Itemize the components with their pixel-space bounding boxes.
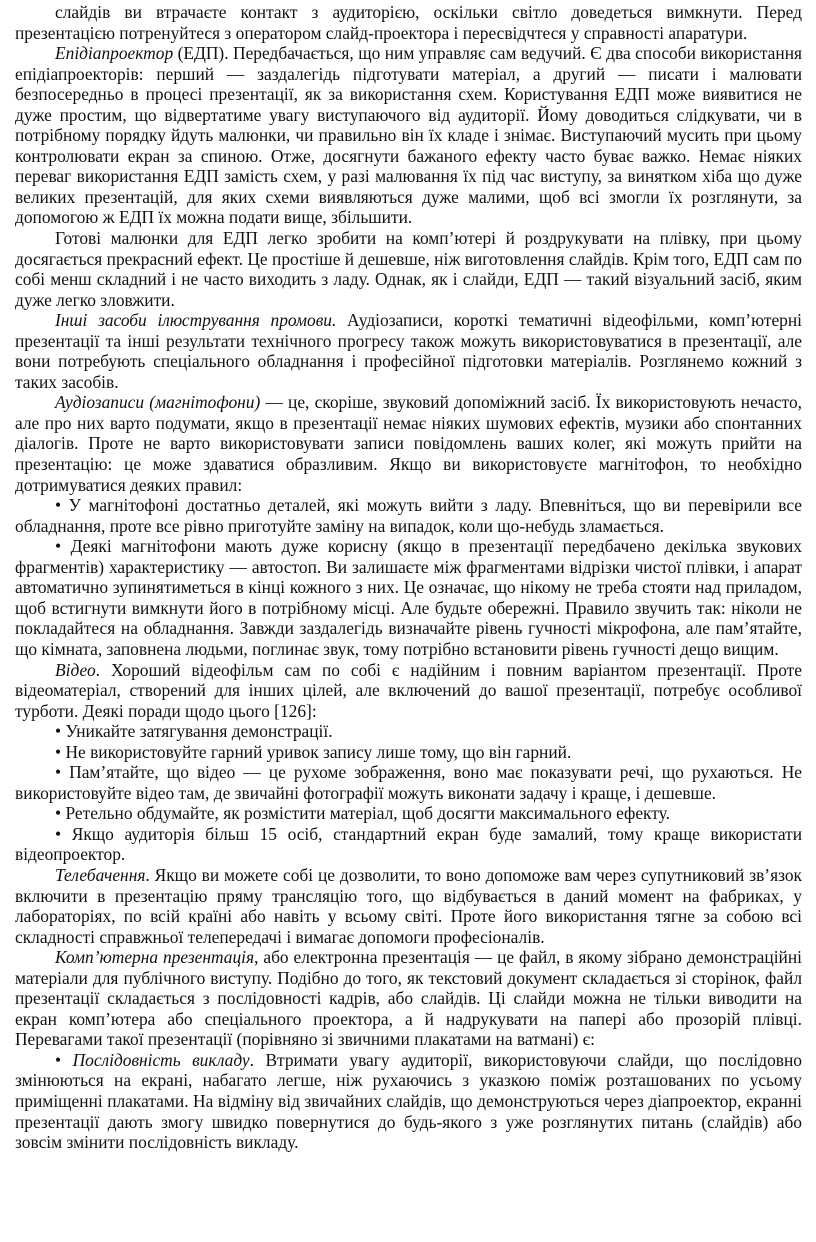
italic-term: Послідовність викладу [72, 1049, 250, 1070]
paragraph [15, 742, 802, 763]
paragraph [15, 2, 802, 43]
paragraph-text: Пам’ятайте, що відео — це рухоме зображення, воно має показувати речі, що рухаються. Не використовуйте відео там, де звичайні фотографії можуть виконати задачу і краще, і дешевше. [15, 762, 802, 803]
bullet-icon: • [55, 803, 66, 824]
paragraph-text: слайдів ви втрачаєте контакт з аудиторією, оскільки світло доведеться вимкнути. Перед презентацією потренуйтеся з оператором слайд-проектора і пересвідчтеся у справності апаратури. [15, 2, 802, 43]
paragraph-text: Ретельно обдумайте, як розмістити матеріал, щоб досягти максимального ефекту. [65, 803, 670, 824]
paragraph-text: У магнітофоні достатньо деталей, які можуть вийти з ладу. Впевніться, що ви перевірили все обладнання, проте все рівно приготуйте заміну на випадок, коли що-небудь зламається. [15, 495, 802, 536]
paragraph-text: Деякі магнітофони мають дуже корисну (якщо в презентації передбачено декілька звукових фрагментів) характеристику — автостоп. Ви залишаєте між фрагментами відрізки чистої плівки, і апарат автоматично зупинятиметься в кінці кожного з них. Це означає, що нікому не треба стояти над приладом, щоб встигнути вимкнути його в потрібному місці. Але будьте обережні. Правило звучить так: ніколи не покладайтеся на обладнання. Завжди заздалегідь визначайте рівень гучності мікрофона, але пам’ятайте, що кімната, заповнена людьми, поглинає звук, тому потрібно встановити рівень гучності дещо вищим. [15, 536, 802, 659]
paragraph-text: Аудіозаписи, короткі тематичні відеофільми, комп’ютерні презентації та інші результати технічного прогресу також можуть використовуватися в презентації, але вони потребують спеціального обладнання і професійної підготовки матеріалів. Розглянемо кожний з таких засобів. [15, 310, 802, 392]
paragraph [15, 1050, 802, 1153]
paragraph [15, 43, 802, 228]
bullet-icon: • [55, 1049, 73, 1070]
paragraph [15, 660, 802, 722]
italic-term: Аудіозаписи (магнітофони) [55, 392, 261, 413]
bullet-icon: • [55, 495, 69, 516]
paragraph-text: (ЕДП). Передбачається, що ним управляє сам ведучий. Є два способи використання епідіапроекторів: перший — заздалегідь підготувати матеріал, а другий — писати і малювати безпосередньо в процесі презентації, як за використання схем. Користування ЕДП може виявитися не дуже простим, що відвертатиме увагу виступаючого від аудиторії. Йому доводиться слідкувати, чи в потрібному порядку йдуть малюнки, чи правильно він їх кладе і знімає. Виступаючий мусить при цьому контролювати екран за спиною. Отже, досягнути бажаного ефекту часто буває важко. Немає ніяких переваг використання ЕДП замість схем, у разі малювання їх під час виступу, за винятком хіба що дуже великих презентацій, для яких схеми виявляються дуже малими, щоб всі змогли їх розглянути, за допомогою ж ЕДП їх можна подати вище, збільшити. [15, 43, 802, 228]
paragraph-text: . Втримати увагу аудиторії, використовуючи слайди, що послідовно змінюються на екрані, набагато легше, ніж рухаючись з указкою поміж розташованих по усьому приміщенні плакатами. На відміну від звичайних слайдів, що демонструються через діапроектор, екранні презентації дають змогу швидко повернутися до будь-якого з уже розглянутих питань (слайдів) або зовсім змінити послідовність викладу. [15, 1049, 802, 1153]
italic-term: Комп’ютерна презентація [55, 947, 255, 968]
italic-term: Інші засоби ілюстрування промови. [55, 310, 337, 331]
paragraph-text: Не використовуйте гарний уривок запису лише тому, що він гарний. [65, 741, 572, 762]
italic-term: Телебачення [55, 864, 146, 885]
italic-term: Відео [55, 659, 96, 680]
bullet-icon: • [55, 721, 66, 742]
paragraph-text: Уникайте затягування демонстрації. [65, 721, 333, 742]
paragraph [15, 947, 802, 1050]
paragraph [15, 228, 802, 310]
bullet-icon: • [55, 823, 72, 844]
bullet-icon: • [55, 741, 66, 762]
paragraph-text: Якщо аудиторія більш 15 осіб, стандартний екран буде замалий, тому краще використати відеопроектор. [15, 823, 803, 865]
bullet-icon: • [55, 536, 71, 557]
paragraph [15, 495, 802, 536]
paragraph-text: . Якщо ви можете собі це дозволити, то воно допоможе вам через супутниковий зв’язок включити в презентацію пряму трансляцію того, що відбувається в даний момент на фабриках, у лабораторіях, по всій країні або навіть у всьому світі. Проте його використання тягне за собою всі складності справжньої телепередачі і вимагає допомоги професіоналів. [15, 864, 802, 947]
paragraph [15, 762, 802, 803]
paragraph [15, 536, 802, 659]
paragraph-text: — це, скоріше, звуковий допоміжний засіб. Їх використовують нечасто, але про них варто подумати, якщо в презентації немає ніяких шумових ефектів, музики або спонтанних діалогів. Проте не варто використовувати записи повідомлень ваших колег, які можуть прийти на презентацію: це може здаватися образливим. Якщо ви використовуєте магнітофон, то необхідно дотримуватися деяких правил: [15, 392, 802, 495]
paragraph [15, 310, 802, 392]
italic-term: Епідіапроектор [55, 43, 174, 64]
paragraph [15, 865, 802, 947]
paragraph [15, 824, 802, 865]
bullet-icon: • [55, 762, 70, 783]
paragraph-text: , або електронна презентація — це файл, в якому зібрано демонстраційні матеріали для публічного виступу. Подібно до того, як текстовий документ складається зі сторінок, файл презентації складається з послідовності кадрів, або слайдів. Ці слайди можна не тільки виводити на екран комп’ютера або спеціального проектора, а й надрукувати на папері або прозорій плівці. Перевагами такої презентації (порівняно зі звичними плакатами на ватмані) є: [15, 947, 802, 1050]
paragraph-text: . Хороший відеофільм сам по собі є надійним і повним варіантом презентації. Проте відеоматеріал, створений для інших цілей, але включений до вашої презентації, потребує особливої турботи. Деякі поради щодо цього [126]: [15, 659, 802, 721]
paragraph-text: Готові малюнки для ЕДП легко зробити на комп’ютері й роздрукувати на плівку, при цьому досягається прекрасний ефект. Це простіше й дешевше, ніж виготовлення слайдів. Крім того, ЕДП сам по собі менш складний і не часто виходить з ладу. Однак, як і слайди, ЕДП — такий візуальний засіб, яким дуже легко зловжити. [15, 228, 802, 310]
paragraph [15, 803, 802, 824]
paragraph [15, 392, 802, 495]
paragraph [15, 721, 802, 742]
